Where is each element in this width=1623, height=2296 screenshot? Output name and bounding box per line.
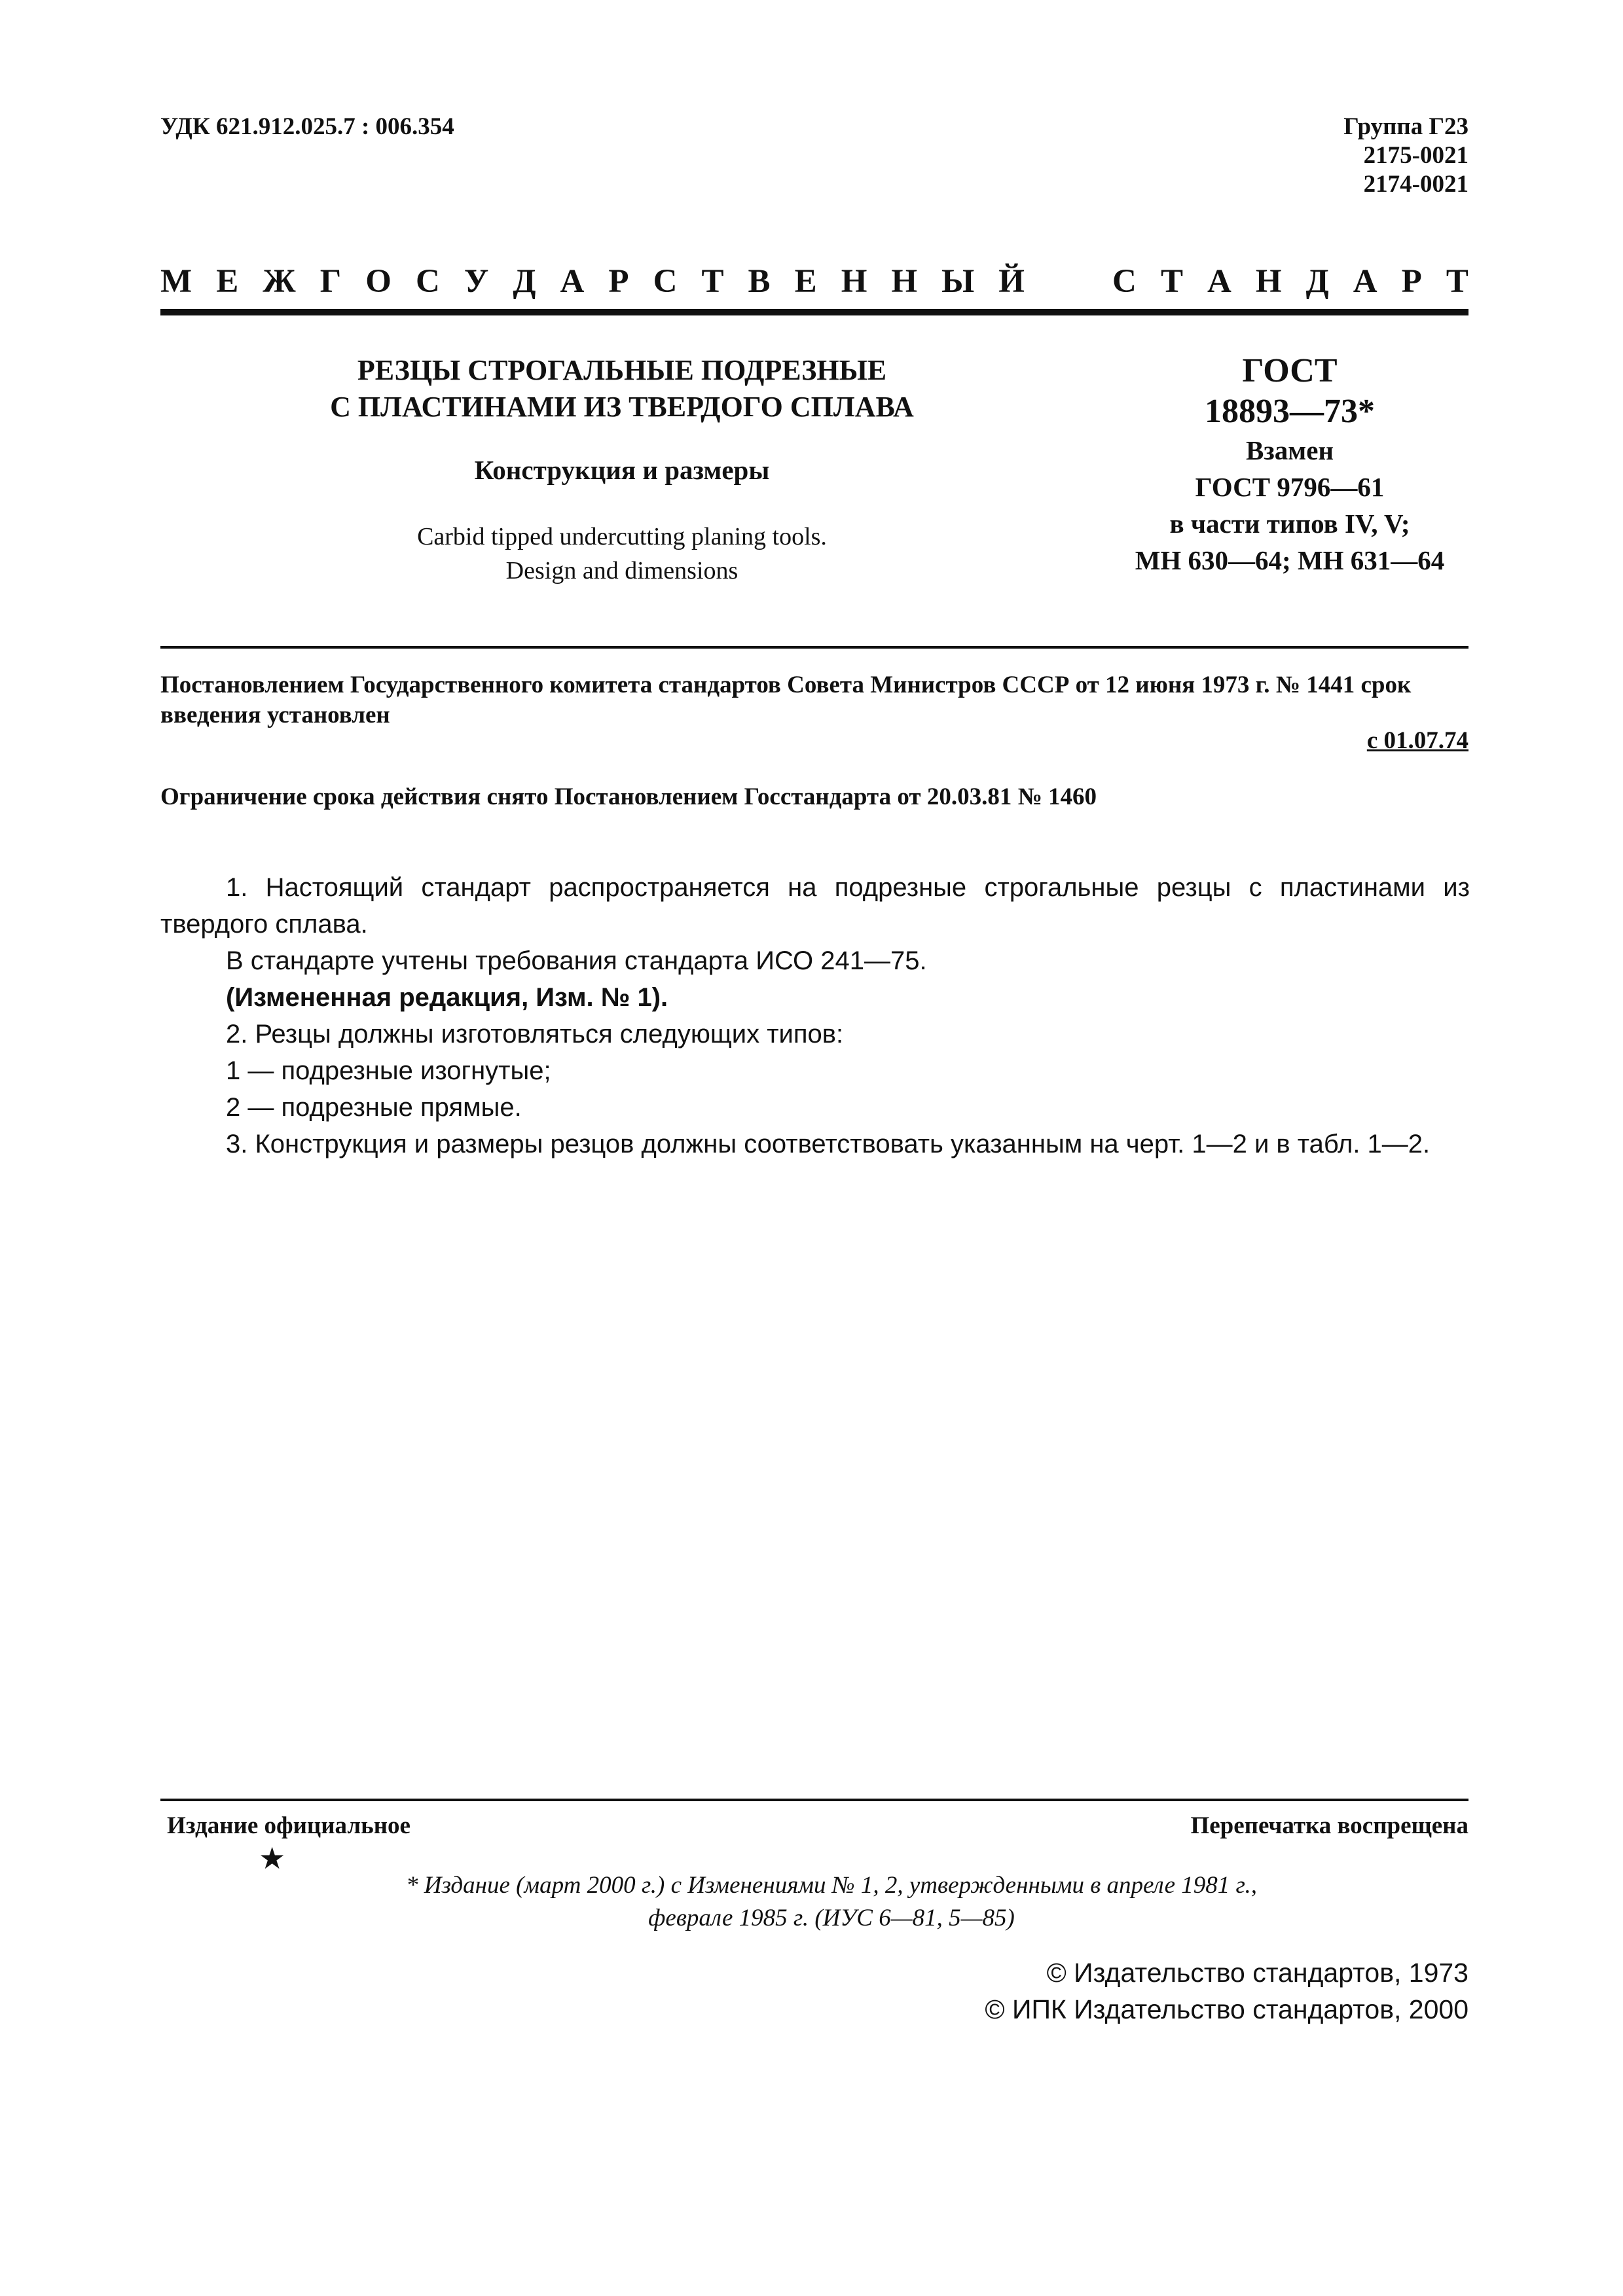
banner-letter: А xyxy=(1207,263,1231,300)
code-line: 2174-0021 xyxy=(1363,171,1468,198)
gost-number: 18893—73* xyxy=(1205,393,1375,430)
banner-letter: Н xyxy=(891,263,918,300)
banner-rule xyxy=(160,309,1468,315)
effective-date: с 01.07.74 xyxy=(1366,727,1468,754)
banner-letter: М xyxy=(160,263,192,300)
banner-letter: Н xyxy=(841,263,867,300)
banner-letter: О xyxy=(365,263,392,300)
banner-letter: У xyxy=(464,263,489,300)
copyright-block xyxy=(985,1954,1468,2028)
interstate-standard-banner xyxy=(160,259,1468,304)
body-text xyxy=(160,869,1470,1162)
banner-letter: Д xyxy=(1305,263,1329,300)
banner-letter: Е xyxy=(216,263,239,300)
gost-label: ГОСТ xyxy=(1242,352,1338,389)
banner-letter: Т xyxy=(1160,263,1183,300)
paragraph: 3. Конструкция и размеры резцов должны соответствовать указанным на черт. 1—2 и в табл. 1—2. xyxy=(226,1130,1431,1158)
udk-code: УДК 621.912.025.7 : 006.354 xyxy=(160,113,454,140)
banner-letter: Т xyxy=(701,263,724,300)
star-icon: ★ xyxy=(259,1842,286,1875)
paragraph: В стандарте учтены требования стандарта ИСО 241—75. xyxy=(226,946,927,975)
banner-letter: Й xyxy=(998,263,1025,300)
code-line: 2175-0021 xyxy=(1363,142,1468,169)
group-codes xyxy=(1343,113,1468,199)
gost-block xyxy=(1074,351,1506,579)
replaces-mn: МН 630—64; МН 631—64 xyxy=(1135,545,1445,575)
title-block xyxy=(308,352,936,588)
banner-letter: Р xyxy=(608,263,629,300)
replaces-gost: ГОСТ 9796—61 xyxy=(1195,472,1385,502)
paragraph: 1. Настоящий стандарт распространяется на подрезные строгальные резцы с пластинами из твердого сплава. xyxy=(160,873,1470,939)
decree-text: Постановлением Государственного комитета стандартов Совета Министров СССР от 12 июня 1973 г. № 1441 срок введения установлен xyxy=(160,672,1412,728)
banner-letter: Т xyxy=(1446,263,1468,300)
banner-letter: С xyxy=(653,263,678,300)
english-title-line: Design and dimensions xyxy=(505,557,739,584)
banner-letter: А xyxy=(1353,263,1377,300)
replaces-label: Взамен xyxy=(1245,435,1334,465)
paragraph: 2. Резцы должны изготовляться следующих типов: xyxy=(226,1020,844,1049)
english-title-line: Carbid tipped undercutting planing tools. xyxy=(417,523,827,550)
amendment-note: (Измененная редакция, Изм. № 1). xyxy=(226,983,668,1012)
banner-letter: С xyxy=(1112,263,1137,300)
banner-letter: С xyxy=(415,263,440,300)
banner-letter: Д xyxy=(513,263,536,300)
replaces-part: в части типов IV, V; xyxy=(1169,509,1410,539)
list-item: 1 — подрезные изогнутые; xyxy=(226,1056,551,1085)
banner-letter: Ы xyxy=(941,263,975,300)
group-label: Группа Г23 xyxy=(1343,113,1468,140)
edition-note xyxy=(340,1869,1322,1935)
limitation-note: Ограничение срока действия снято Постановлением Госстандарта от 20.03.81 № 1460 xyxy=(160,783,1097,810)
document-title-line: РЕЗЦЫ СТРОГАЛЬНЫЕ ПОДРЕЗНЫЕ xyxy=(357,354,887,386)
section-rule xyxy=(160,646,1468,649)
copyright-line: © ИПК Издательство стандартов, 2000 xyxy=(985,1994,1468,2024)
banner-letter: В xyxy=(748,263,771,300)
official-edition-label: Издание официальное xyxy=(167,1812,410,1839)
banner-letter: Р xyxy=(1401,263,1422,300)
banner-letter: Н xyxy=(1255,263,1282,300)
list-item: 2 — подрезные прямые. xyxy=(226,1093,522,1122)
reprint-prohibited-label: Перепечатка воспрещена xyxy=(1190,1812,1468,1839)
banner-letter: Г xyxy=(319,263,342,300)
banner-letter: А xyxy=(560,263,585,300)
banner-letter: Е xyxy=(794,263,817,300)
edition-note-line: * Издание (март 2000 г.) с Изменениями № 1, 2, утвержденными в апреле 1981 г., xyxy=(406,1872,1257,1899)
edition-note-line: феврале 1985 г. (ИУС 6—81, 5—85) xyxy=(648,1905,1015,1931)
english-title xyxy=(308,520,936,588)
document-subtitle: Конструкция и размеры xyxy=(474,455,770,485)
footer-rule xyxy=(160,1799,1468,1801)
document-title-line: С ПЛАСТИНАМИ ИЗ ТВЕРДОГО СПЛАВА xyxy=(330,391,914,423)
banner-letter: Ж xyxy=(263,263,296,300)
copyright-line: © Издательство стандартов, 1973 xyxy=(1046,1958,1468,1988)
